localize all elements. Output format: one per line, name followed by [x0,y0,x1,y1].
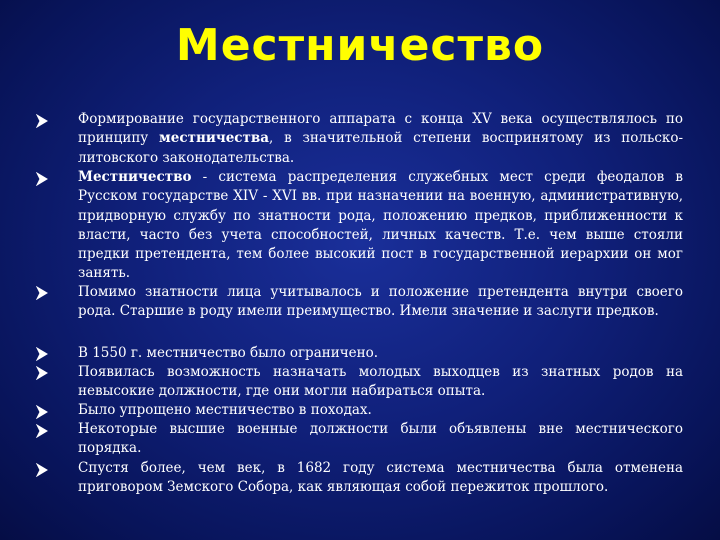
bullet-text: Помимо знатности лица учитывалось и положение претендента внутри своего рода. Старшие в роду имели преимущество. Имели значение и заслуги предков. [78,284,683,320]
arrow-bullet-icon [35,463,49,477]
arrow-bullet-icon [35,172,49,186]
slide-title: Местничество [175,20,545,71]
bullet-text: Местничество - система распределения служебных мест среди феодалов в Русском государстве XIV - XVI вв. при назначении на военную, административную, придворную службу по знатности рода, положению предков, приближенности к власти, часто без учета способностей, личных качеств. Т.е. чем выше стояли предки претендента, тем более высокий пост в государственной иерархии он мог занять. [78,169,683,282]
arrow-bullet-icon [35,114,49,128]
arrow-bullet-icon [35,405,49,419]
bullet-text: Некоторые высшие военные должности были объявлены вне местнического порядка. [78,421,683,457]
arrow-bullet-icon [35,424,49,438]
arrow-bullet-icon [35,286,49,300]
arrow-bullet-icon [35,347,49,361]
bullet-text: Спустя более, чем век, в 1682 году система местничества была отменена приговором Земского Собора, как являющая собой пережиток прошлого. [78,460,683,496]
bullet-text: Было упрощено местничество в походах. [78,402,372,418]
arrow-bullet-icon [35,366,49,380]
bullet-text: Появилась возможность назначать молодых выходцев из знатных родов на невысокие должности, где они могли набираться опыта. [78,364,683,400]
bullet-text: В 1550 г. местничество было ограничено. [78,345,379,361]
bullet-text: Формирование государственного аппарата с конца XV века осуществлялось по принципу местничества, в значительной степени воспринятому из польско-литовского законодательства. [78,111,684,166]
